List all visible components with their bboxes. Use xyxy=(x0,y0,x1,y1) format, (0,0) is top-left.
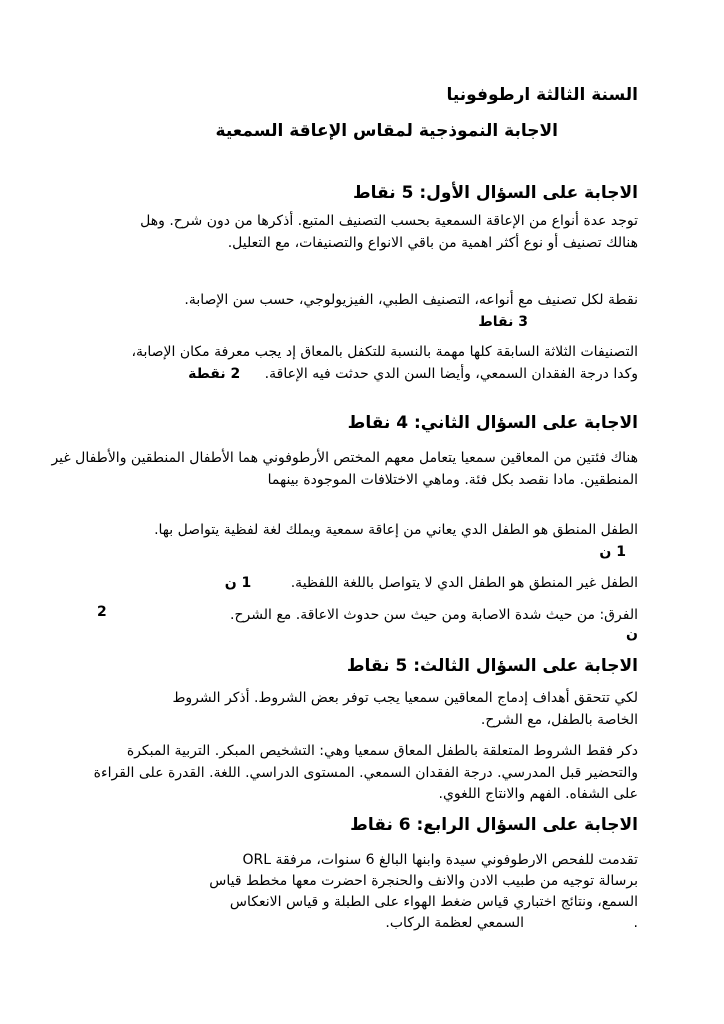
q4-line-1: تقدمت للفحص الارطوفوني سيدة وابنها البالغ 6 سنوات، مرفقة ORL xyxy=(242,852,638,868)
q1-prompt: توجد عدة أنواع من الإعاقة السمعية بحسب التصنيف المتبع. أذكرها من دون شرح. وهل هنالك تصنيف أو نوع أكثر اهمية من باقي الانواع والتصنيفات، مع التعليل. xyxy=(140,213,638,251)
q1-answer-2-points: 2 نقطة xyxy=(188,365,241,382)
document-subtitle: الاجابة النموذجية لمقاس الإعاقة السمعية xyxy=(215,121,558,141)
q2-answer-2-text: الطفل غير المنطق هو الطفل الدي لا يتواصل باللغة اللفظية. xyxy=(290,575,638,591)
q2-answer-2 xyxy=(38,573,638,595)
q1-answer-2-text: التصنيفات الثلاثة السابقة كلها مهمة بالنسبة للتكفل بالمعاق إد يجب معرفة مكان الإصابة، وكدا درجة الفقدان السمعي، وأيضا السن الدي حدثت فيه الإعاقة. xyxy=(131,344,638,382)
q3-answer: دكر فقط الشروط المتعلقة بالطفل المعاق سمعيا وهي: التشخيص المبكر. التربية المبكرة والتحضير قبل المدرسي. درجة الفقدان السمعي. المستوى الدراسي. اللغة. القدرة على القراءة على الشفاه. الفهم والانتاج اللغوي. xyxy=(93,743,638,802)
q2-answer-1 xyxy=(133,520,638,563)
q1-answer-1-points: 3 نقاط xyxy=(478,313,528,330)
q1-heading: الاجابة على السؤال الأول: 5 نقاط xyxy=(352,183,638,203)
q3-heading: الاجابة على السؤال الثالث: 5 نقاط xyxy=(346,656,638,676)
q2-answer-1-text: الطفل المنطق هو الطفل الدي يعاني من إعاقة سمعية ويملك لغة لفظية يتواصل بها. xyxy=(154,522,638,538)
q2-answer-1-points: 1 ن xyxy=(599,543,626,560)
q4-line-4-dot: . xyxy=(633,915,638,931)
q3-prompt: لكي تتحقق أهداف إدماج المعاقين سمعيا يجب توفر بعض الشروط. أذكر الشروط الخاصة بالطفل، مع الشرح. xyxy=(172,690,638,728)
q4-line-4: السمعي لعظمة الركاب. xyxy=(385,915,524,931)
q2-answer-3-points-number: 2 xyxy=(97,604,107,620)
q4-line-2: برسالة توجيه من طبيب الادن والانف والحنجرة احضرت معها مخطط قياس xyxy=(209,873,638,889)
q2-answer-3-points-unit: ن xyxy=(626,626,638,642)
q1-answer-1-text: نقطة لكل تصنيف مع أنواعه، التصنيف الطبي، الفيزيولوجي، حسب سن الإصابة. xyxy=(184,292,638,308)
q1-answer-2 xyxy=(113,342,638,385)
q4-line-3: السمع، ونتائج اختباري قياس ضغط الهواء على الطبلة و قياس الانعكاس xyxy=(229,894,638,910)
document-title: السنة الثالثة ارطوفونيا xyxy=(446,85,638,105)
q2-heading: الاجابة على السؤال الثاني: 4 نقاط xyxy=(347,413,638,433)
q2-prompt: هناك فئتين من المعاقين سمعيا يتعامل معهم المختص الأرطوفوني هما الأطفال المنطقين والأطفال غير المنطقين. مادا نقصد بكل فئة. وماهي الاختلافات الموجودة بينهما xyxy=(51,450,638,488)
q2-answer-2-points: 1 ن xyxy=(224,575,252,591)
q2-answer-3: الفرق: من حيث شدة الاصابة ومن حيث سن حدوث الاعاقة. مع الشرح. xyxy=(230,607,638,623)
q1-answer-1 xyxy=(133,290,638,333)
q4-heading: الاجابة على السؤال الرابع: 6 نقاط xyxy=(350,815,638,835)
